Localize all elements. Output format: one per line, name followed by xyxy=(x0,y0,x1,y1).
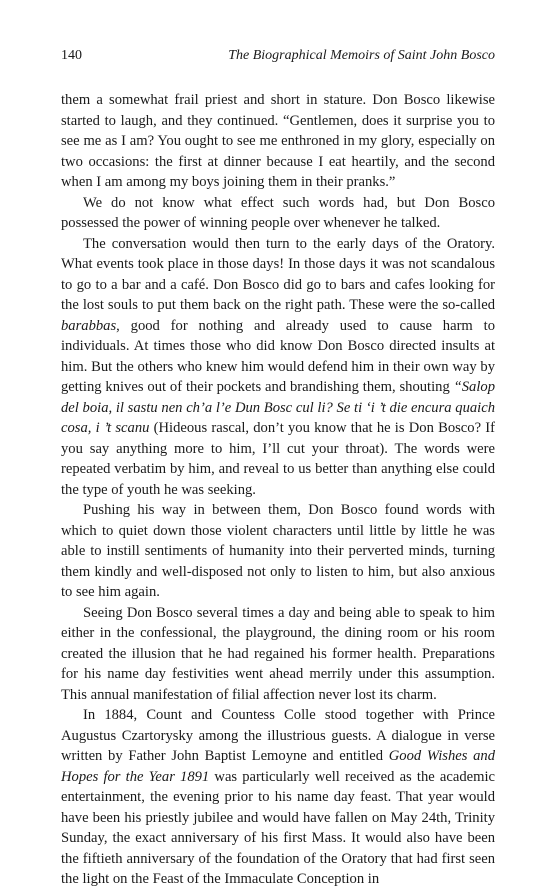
page-header xyxy=(61,48,495,64)
paragraph-3-text-a: The conversation would then turn to the early days of the Oratory. What events took place in those days! In those days it was not scandalous to go to a bar and a café. Don Bosco did go to bars and cafes looking for the lost souls to put them back on the right path. These were the so-called xyxy=(61,235,495,313)
running-title: The Biographical Memoirs of Saint John Bosco xyxy=(228,48,495,63)
paragraph-6-text-a: In 1884, Count and Countess Colle stood together with Prince Augustus Czartorysky among the illustrious guests. A dialogue in verse written by Father John Baptist Lemoyne and entitled xyxy=(61,707,495,764)
paragraph-5 xyxy=(61,603,495,706)
paragraph-3 xyxy=(61,234,495,501)
italic-term-barabbas: barabbas xyxy=(61,317,117,334)
paragraph-3-text-b: , good for nothing and already used to cause harm to individuals. At times those who did know Don Bosco directed insults at him. But the others who knew him would defend him in their own way by getting knives out of their pockets and brandishing them, shouting xyxy=(61,317,495,395)
paragraph-1 xyxy=(61,90,495,193)
italic-title-good-wishes: Good Wishes and Hopes for the Year 1891 xyxy=(61,748,496,785)
paragraph-6 xyxy=(61,705,495,890)
page-number: 140 xyxy=(61,48,82,63)
italic-dialect-quote: “Salop del boia, il sastu nen ch’a l’e Dun Bosc cul li? Se ti ‘i ’t die encura quaich cosa, i ’t scanu xyxy=(61,379,495,436)
paragraph-1-text: them a somewhat frail priest and short in stature. Don Bosco likewise started to laugh, and they continued. “Gentlemen, does it surprise you to see me as I am? You ought to see me enthroned in my glory, especially on two occasions: the first at dinner because I eat heartily, and the second when I am among my boys joining them in their pranks.” xyxy=(61,92,495,190)
paragraph-4-text: Pushing his way in between them, Don Bosco found words with which to quiet down those violent characters until little by little he was able to instill sentiments of humanity into their perverted minds, turning them kindly and well-disposed not only to listen to him, but also anxious to see him again. xyxy=(61,502,495,600)
paragraph-2 xyxy=(61,193,495,234)
paragraph-4 xyxy=(61,500,495,603)
paragraph-2-text: We do not know what effect such words had, but Don Bosco possessed the power of winning people over whenever he talked. xyxy=(61,194,495,231)
body-text xyxy=(61,90,495,890)
paragraph-3-text-c: (Hideous rascal, don’t you know that he is Don Bosco? If you say anything more to him, I’ll cut your throat). The words were repeated verbatim by him, and reveal to us better than anything else could the type of youth he was seeking. xyxy=(61,420,495,498)
paragraph-5-text: Seeing Don Bosco several times a day and being able to speak to him either in the confessional, the playground, the dining room or his room created the illusion that he had regained his former health. Preparations for his name day festivities went ahead merrily under this assumption. This annual manifestation of filial affection never lost its charm. xyxy=(61,604,495,703)
paragraph-6-text-b: was particularly well received as the academic entertainment, the evening prior to his name day feast. That year would have been his priestly jubilee and would have fallen on May 24th, Trinity Sunday, the exact anniversary of his first Mass. It would also have been the fiftieth anniversary of the foundation of the Oratory that had first seen the light on the Feast of the Immaculate Conception in xyxy=(61,768,495,887)
